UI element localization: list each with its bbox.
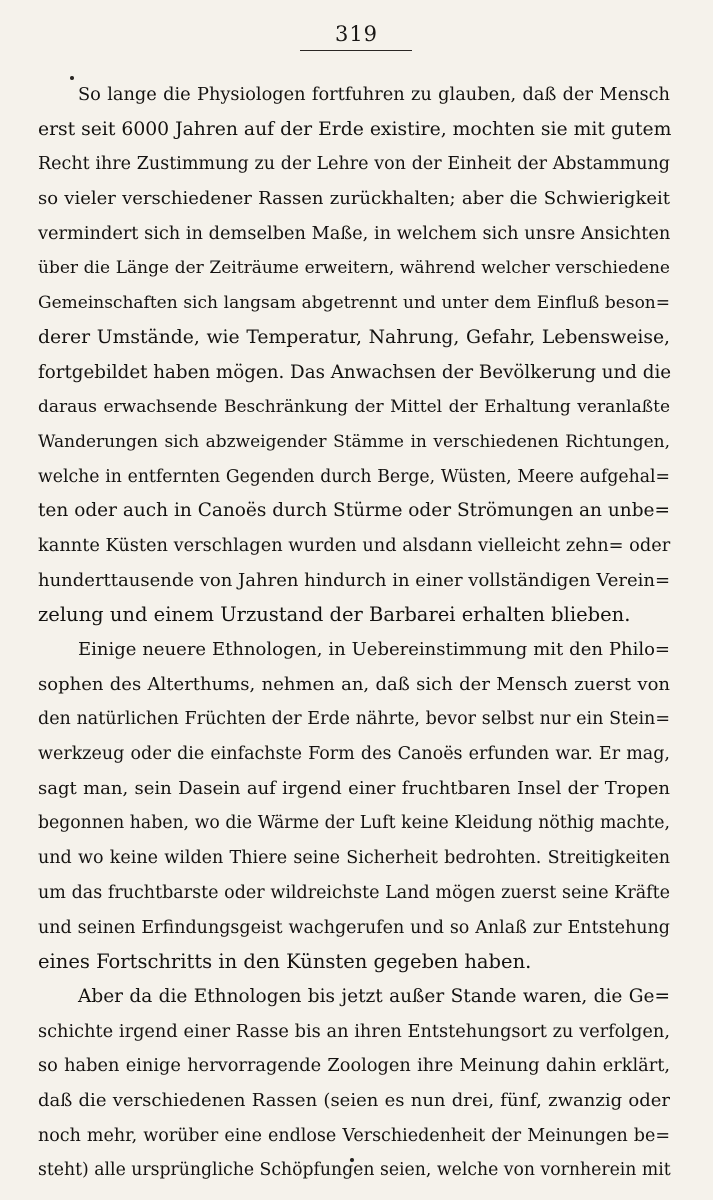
text-line: werkzeug oder die einfachste Form des Canoës erfunden war. Er mag, [38, 744, 670, 765]
text-line: hunderttausende von Jahren hindurch in einer vollständigen Verein= [38, 569, 671, 591]
text-line: daß die verschiedenen Rassen (seien es nun drei, fünf, zwanzig oder [38, 1089, 670, 1111]
text-line: welche in entfernten Gegenden durch Berge, Wüsten, Meere aufgehal= [38, 466, 670, 487]
text-line: den natürlichen Früchten der Erde nährte, bevor selbst nur ein Stein= [38, 709, 670, 730]
header-rule [300, 50, 412, 51]
text-line: derer Umstände, wie Temperatur, Nahrung, Gefahr, Lebensweise, [38, 326, 670, 348]
text-line: zelung und einem Urzustand der Barbarei erhalten blieben. [38, 603, 631, 627]
text-line: Wanderungen sich abzweigender Stämme in verschiedenen Richtungen, [38, 431, 670, 452]
text-line: und seinen Erfindungsgeist wachgerufen und so Anlaß zur Entstehung [38, 917, 670, 938]
body-text [38, 78, 672, 1188]
text-line: erst seit 6000 Jahren auf der Erde existire, mochten sie mit gutem [38, 118, 672, 140]
text-line: kannte Küsten verschlagen wurden und alsdann vielleicht zehn= oder [38, 535, 671, 556]
text-line: um das fruchtbarste oder wildreichste Land mögen zuerst seine Kräfte [38, 882, 670, 903]
text-line: noch mehr, worüber eine endlose Verschiedenheit der Meinungen be= [38, 1125, 670, 1146]
text-line: steht) alle ursprüngliche Schöpfungen seien, welche von vornherein mit [38, 1160, 671, 1181]
text-line: schichte irgend einer Rasse bis an ihren Entstehungsort zu verfolgen, [38, 1021, 670, 1042]
text-line: daraus erwachsende Beschränkung der Mittel der Erhaltung veranlaßte [38, 397, 670, 418]
text-line: fortgebildet haben mögen. Das Anwachsen der Bevölkerung und die [38, 361, 672, 383]
text-line: so vieler verschiedener Rassen zurückhalten; aber die Schwierigkeit [38, 188, 670, 210]
text-line: Gemeinschaften sich langsam abgetrennt und unter dem Einfluß beson= [38, 293, 670, 314]
text-line: sagt man, sein Dasein auf irgend einer fruchtbaren Insel der Tropen [38, 777, 670, 799]
text-line: und wo keine wilden Thiere seine Sicherheit bedrohten. Streitigkeiten [38, 848, 670, 869]
text-line: Recht ihre Zustimmung zu der Lehre von der Einheit der Abstammung [38, 154, 670, 175]
text-line: vermindert sich in demselben Maße, in welchem sich unsre Ansichten [38, 223, 671, 244]
text-line: über die Länge der Zeiträume erweitern, während welcher verschiedene [38, 258, 670, 279]
text-line: Einige neuere Ethnologen, in Uebereinstimmung mit den Philo= [78, 639, 670, 660]
text-line: sophen des Alterthums, nehmen an, daß sich der Mensch zuerst von [38, 673, 670, 695]
text-line: so haben einige hervorragende Zoologen ihre Meinung dahin erklärt, [38, 1056, 670, 1077]
text-line: begonnen haben, wo die Wärme der Luft keine Kleidung nöthig machte, [38, 813, 670, 834]
text-line: Aber da die Ethnologen bis jetzt außer Stande waren, die Ge= [78, 985, 670, 1007]
text-line: ten oder auch in Canoës durch Stürme oder Strömungen an unbe= [38, 500, 670, 522]
text-line: eines Fortschritts in den Künsten gegeben haben. [38, 950, 532, 974]
page-number: 319 [334, 22, 379, 46]
ink-speck [70, 76, 74, 80]
text-line: So lange die Physiologen fortfuhren zu glauben, daß der Mensch [78, 85, 670, 105]
